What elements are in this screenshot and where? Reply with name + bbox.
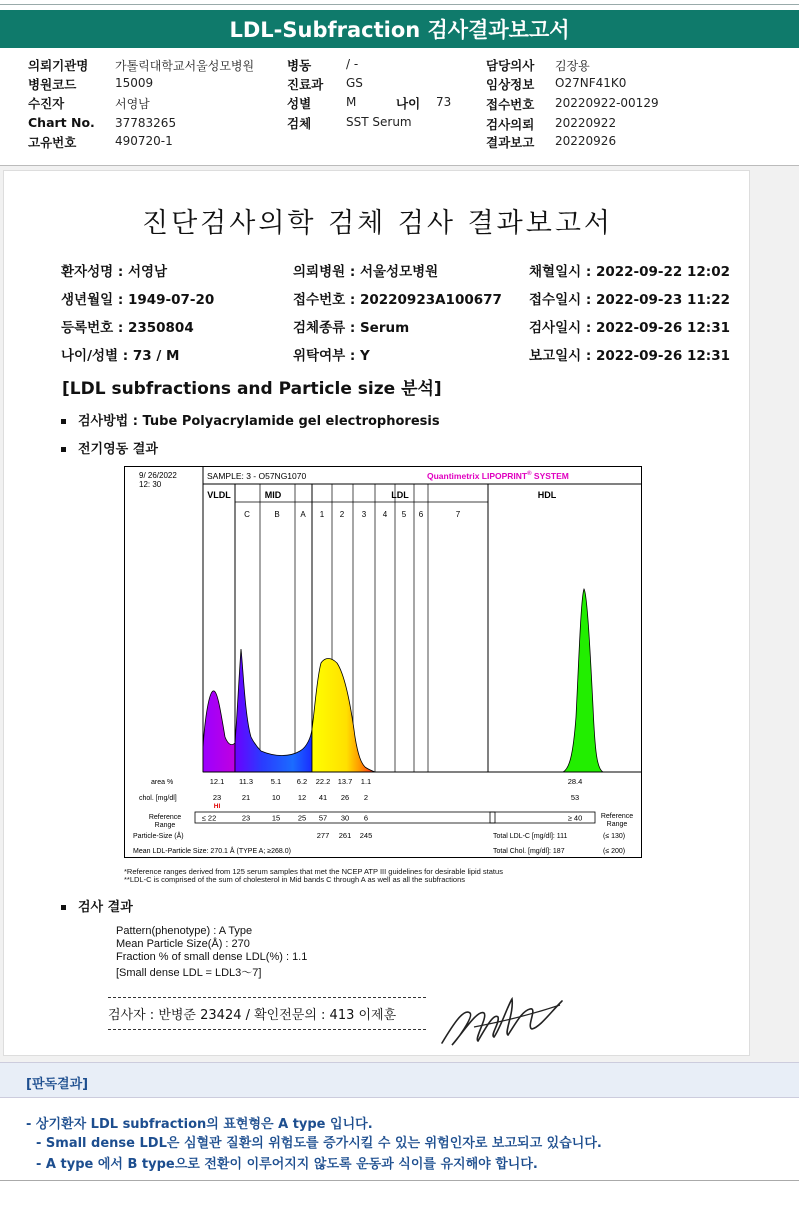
bullet-icon: [61, 447, 66, 452]
row-label-chol: chol. [mg/dl]: [139, 795, 177, 802]
result-fraction: Fraction % of small dense LDL(%) : 1.1: [116, 951, 308, 963]
header-label: 진료과: [287, 77, 324, 92]
method-line: [61, 410, 440, 429]
area-value: 12.1: [209, 777, 225, 786]
header-value: 20220922: [555, 116, 617, 130]
chol-value: 10: [271, 793, 281, 802]
header-value: SST Serum: [346, 115, 412, 129]
header-label: 병원코드: [28, 77, 77, 92]
reference-label-left: Range: [154, 822, 176, 829]
scanned-report: [3, 170, 750, 1056]
result-mean-size: Mean Particle Size(Å) : 270: [116, 938, 250, 950]
area-value: 6.2: [296, 777, 308, 786]
reference-value: ≤ 22: [201, 813, 217, 823]
particle-value: 261: [338, 831, 352, 840]
chol-value: 2: [363, 793, 369, 802]
info-cell: 등록번호 : 2350804: [61, 320, 194, 336]
header-value: / -: [346, 57, 359, 71]
chol-value: 21: [241, 793, 251, 802]
band-label: 2: [339, 510, 345, 519]
ldl-peak: [312, 659, 375, 773]
area-value: 11.3: [238, 777, 254, 786]
header-label: 나이: [396, 96, 421, 111]
reference-value: 23: [241, 813, 251, 823]
info-cell: 접수일시 : 2022-09-23 11:22: [529, 292, 730, 308]
info-cell: 의뢰병원 : 서울성모병원: [293, 264, 439, 280]
reference-hdl: ≥ 40: [567, 813, 583, 823]
particle-label: Particle-Size (Å): [133, 833, 184, 840]
info-cell: 검사일시 : 2022-09-26 12:31: [529, 320, 730, 336]
interpretation-line: - 상기환자 LDL subfraction의 표현형은 A type 입니다.: [26, 1117, 373, 1132]
chol-value: 53: [570, 793, 580, 802]
reference-label-right: Reference: [600, 813, 634, 820]
system-name: Quantimetrix LIPOPRINT: [427, 471, 528, 481]
area-value: 13.7: [337, 777, 353, 786]
chart-sample: SAMPLE: 3 - O57NG1070: [207, 471, 307, 481]
band-label: C: [244, 510, 250, 519]
header-label: 고유번호: [28, 135, 77, 150]
tester-line: 검사자 : 반병준 23424 / 확인전문의 : 413 이제훈: [108, 1008, 397, 1023]
header-label: 담당의사: [486, 58, 535, 73]
hi-flag: HI: [213, 803, 221, 810]
header-label: Chart No.: [28, 115, 95, 130]
interpretation-panel: [0, 1062, 799, 1211]
reference-value: 15: [271, 813, 281, 823]
chart-time: 12: 30: [139, 480, 162, 489]
group-label-vldl: VLDL: [207, 490, 231, 500]
group-label-mid: MID: [264, 490, 282, 500]
area-value: 28.4: [567, 777, 583, 786]
bottom-border: [0, 1180, 799, 1181]
group-label-ldl: LDL: [391, 490, 409, 500]
reference-label-left: Reference: [148, 814, 182, 821]
reference-value: 25: [297, 813, 307, 823]
total-ldl-ref: (≤ 130): [603, 833, 626, 840]
header-label: 의뢰기관명: [28, 58, 89, 73]
header-label: 병동: [287, 58, 312, 73]
chol-value: 41: [318, 793, 328, 802]
vldl-peak: [203, 691, 235, 772]
electro-title: 전기영동 결과: [78, 442, 158, 457]
chart-date: 9/ 26/2022: [139, 471, 177, 480]
reference-value: 57: [318, 813, 328, 823]
total-chol-ref: (≤ 200): [603, 848, 626, 855]
report-title: 진단검사의학 검체 검사 결과보고서: [142, 208, 613, 239]
group-label-hdl: HDL: [537, 490, 557, 500]
footnote-2: **LDL-C is comprised of the sum of cholesterol in Mid bands C through A as well as all the subfractions: [124, 875, 466, 884]
header-label: 검사의뢰: [486, 117, 535, 132]
band-label: A: [300, 510, 306, 519]
info-cell: 나이/성별 : 73 / M: [61, 348, 180, 364]
area-value: 22.2: [315, 777, 331, 786]
system-suffix: SYSTEM: [531, 471, 569, 481]
hdl-peak: [563, 589, 603, 772]
result-title: 검사 결과: [78, 900, 133, 915]
row-label-area: area %: [151, 779, 174, 786]
area-value: 5.1: [270, 777, 282, 786]
header-value: 김장용: [555, 59, 590, 73]
info-cell: 채혈일시 : 2022-09-22 12:02: [529, 264, 730, 280]
mean-size-label: Mean LDL-Particle Size: 270.1 Å (TYPE A; ≥268.0): [133, 848, 291, 855]
particle-value: 277: [316, 831, 330, 840]
section-title: [LDL subfractions and Particle size 분석]: [62, 379, 442, 399]
band-label: 4: [382, 510, 388, 519]
band-label: 7: [455, 510, 461, 519]
electro-heading: [61, 438, 158, 457]
result-heading: [61, 896, 133, 915]
header-value: 490720-1: [115, 134, 173, 148]
top-border: [0, 4, 799, 5]
chol-value: 12: [297, 793, 307, 802]
header-label: 검체: [287, 116, 312, 131]
signature: [434, 983, 569, 1055]
band-label: B: [274, 510, 280, 519]
header-label: 임상정보: [486, 77, 535, 92]
header-value: GS: [346, 76, 363, 90]
lipoprint-svg: [125, 467, 642, 858]
info-cell: 위탁여부 : Y: [293, 348, 370, 364]
chol-value: 26: [340, 793, 350, 802]
header-value: 15009: [115, 76, 154, 90]
bullet-icon: [61, 419, 66, 424]
footnote-1: *Reference ranges derived from 125 serum samples that met the NCEP ATP III guidelines for desirable lipid status: [124, 867, 503, 876]
total-chol: Total Chol. [mg/dl]: 187: [493, 848, 565, 855]
info-cell: 접수번호 : 20220923A100677: [293, 292, 502, 308]
header-value: 37783265: [115, 116, 177, 130]
header-value: 가톨릭대학교서울성모병원: [115, 59, 255, 73]
patient-header: [0, 50, 799, 166]
area-value: 1.1: [360, 777, 372, 786]
result-pattern: Pattern(phenotype) : A Type: [116, 925, 253, 937]
method-text: 검사방법 : Tube Polyacrylamide gel electrophoresis: [78, 414, 440, 429]
header-value: 서영남: [115, 97, 150, 111]
reference-label-right: Range: [606, 821, 628, 828]
reference-value: 30: [340, 813, 350, 823]
info-cell: 보고일시 : 2022-09-26 12:31: [529, 348, 730, 364]
particle-value: 245: [359, 831, 373, 840]
page-title: LDL-Subfraction 검사결과보고서: [0, 10, 799, 48]
band-label: 3: [361, 510, 367, 519]
bullet-icon: [61, 905, 66, 910]
info-cell: 검체종류 : Serum: [293, 320, 410, 336]
mid-peak: [235, 649, 312, 772]
system-reg: ®: [527, 471, 532, 477]
header-value: 20220922-00129: [555, 96, 659, 110]
chart-system: [427, 470, 569, 481]
total-ldl: Total LDL-C [mg/dl]: 111: [493, 833, 568, 840]
band-label: 5: [401, 510, 407, 519]
header-label: 성별: [287, 96, 312, 111]
header-value: 20220926: [555, 134, 617, 148]
header-value: M: [346, 95, 357, 109]
sign-line-bottom: [108, 1029, 426, 1030]
band-label: 1: [319, 510, 325, 519]
interpretation-line: - A type 에서 B type으로 전환이 이루어지지 않도록 운동과 식이를 유지해야 합니다.: [36, 1157, 538, 1172]
lipoprint-chart: [124, 466, 642, 858]
info-cell: 환자성명 : 서영남: [61, 264, 168, 280]
header-value: 73: [436, 95, 452, 109]
result-definition: [Small dense LDL = LDL3～7]: [116, 967, 262, 979]
info-cell: 생년월일 : 1949-07-20: [61, 292, 215, 308]
chol-value: 23: [212, 793, 222, 802]
header-label: 수진자: [28, 96, 65, 111]
sign-line-top: [108, 997, 426, 998]
header-label: 접수번호: [486, 97, 535, 112]
band-label: 6: [418, 510, 424, 519]
header-label: 결과보고: [486, 135, 535, 150]
interpretation-line: - Small dense LDL은 심혈관 질환의 위험도를 증가시킬 수 있는 위험인자로 보고되고 있습니다.: [36, 1136, 602, 1151]
reference-value: 6: [363, 813, 369, 823]
header-value: O27NF41K0: [555, 76, 627, 90]
interpretation-title: [판독결과]: [0, 1062, 799, 1098]
